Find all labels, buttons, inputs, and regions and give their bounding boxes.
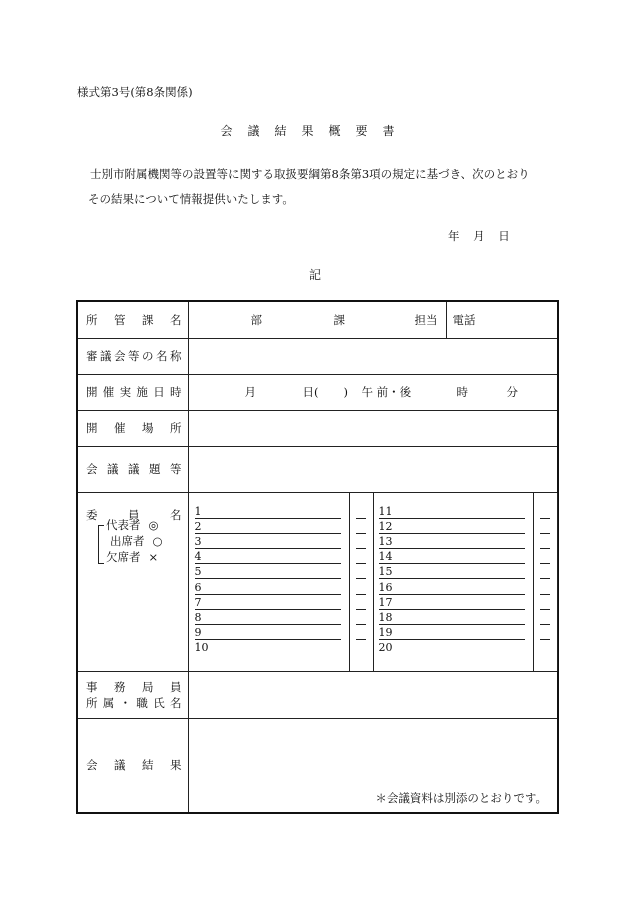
member-name-line — [195, 578, 341, 579]
member-number: 12 — [378, 519, 393, 533]
member-number: 16 — [378, 580, 393, 594]
member-name-line — [379, 548, 525, 549]
member-name-line — [379, 563, 525, 564]
am-pm: 午 前・後 — [361, 385, 412, 399]
datetime-field[interactable] — [188, 374, 558, 410]
label-name-text: 審 議 会 等 の 名 称 — [86, 349, 182, 363]
legend-bracket — [98, 525, 99, 563]
label-topic-text: 会 議 議 題 等 — [86, 462, 182, 476]
summary-table — [76, 300, 559, 814]
member-name-line — [195, 594, 341, 595]
member-name-line — [379, 518, 525, 519]
attendee-mark: ○ — [152, 533, 163, 548]
label-staff — [77, 671, 188, 718]
member-number: 18 — [378, 610, 393, 624]
attendance-mark-line — [540, 578, 550, 579]
row-name — [77, 338, 558, 374]
row-members — [77, 492, 558, 671]
row-datetime — [77, 374, 558, 410]
member-number: 13 — [378, 534, 393, 548]
attendance-mark-line — [356, 518, 366, 519]
label-name — [77, 338, 188, 374]
dept-unit: 部 — [250, 312, 262, 327]
hour-unit: 時 — [456, 385, 468, 399]
legend-absentee: 欠席者 × — [106, 549, 159, 564]
members-divider — [349, 493, 350, 671]
attendance-mark-line — [540, 563, 550, 564]
legend-tick — [98, 563, 104, 564]
members-divider — [533, 493, 534, 671]
members-divider — [373, 493, 374, 671]
phone-label: 電話 — [452, 312, 476, 327]
member-name-line — [379, 594, 525, 595]
phone-divider — [446, 302, 447, 338]
label-topic — [77, 446, 188, 492]
ki-label: 記 — [309, 268, 322, 282]
member-name-line — [195, 624, 341, 625]
member-number: 6 — [194, 580, 202, 594]
member-name-line — [195, 518, 341, 519]
attendance-mark-line — [356, 594, 366, 595]
row-topic — [77, 446, 558, 492]
label-staff-line-2: 所 属 ・ 職 氏 名 — [86, 695, 182, 710]
member-number: 7 — [194, 595, 202, 609]
attendance-mark-line — [356, 578, 366, 579]
attendance-mark-line — [540, 609, 550, 610]
member-name-line — [195, 639, 341, 640]
month-unit: 月 — [244, 385, 256, 399]
jurisdiction-field[interactable] — [188, 301, 558, 338]
date-line: 年 月 日 — [448, 229, 510, 243]
attendance-mark-line — [540, 639, 550, 640]
section-unit: 課 — [333, 312, 345, 327]
label-members-text: 委 員 名 — [86, 507, 182, 522]
staff-field[interactable] — [188, 671, 558, 718]
member-name-line — [195, 609, 341, 610]
member-number: 15 — [378, 565, 393, 579]
attendance-mark-line — [540, 624, 550, 625]
label-members — [77, 492, 188, 671]
body-text-line-1: 士別市附属機関等の設置等に関する取扱要綱第8条第3項の規定に基づき、次のとおり — [90, 167, 530, 181]
label-place — [77, 410, 188, 446]
person-unit: 担当 — [414, 312, 438, 327]
member-number: 9 — [194, 626, 202, 640]
label-datetime-text: 開 催 実 施 日 時 — [86, 385, 182, 399]
legend-attendee: 出席者 ○ — [110, 533, 163, 548]
absentee-mark: × — [148, 549, 159, 564]
label-place-text: 開 催 場 所 — [86, 421, 182, 435]
attendance-mark-line — [356, 624, 366, 625]
label-jurisdiction — [77, 301, 188, 338]
row-result — [77, 718, 558, 813]
attendance-mark-line — [356, 533, 366, 534]
result-field[interactable] — [188, 718, 558, 813]
legend-tick — [98, 525, 104, 526]
member-name-line — [379, 624, 525, 625]
member-name-line — [195, 533, 341, 534]
minute-unit: 分 — [506, 385, 518, 399]
member-number: 1 — [194, 504, 202, 518]
attachment-note: ＊会議資料は別添のとおりです。 — [375, 791, 547, 805]
form-number: 様式第3号(第8条関係) — [77, 85, 193, 99]
member-name-line — [379, 609, 525, 610]
members-divider — [557, 493, 558, 671]
name-field[interactable] — [188, 338, 558, 374]
member-name-line — [195, 563, 341, 564]
representative-mark: ◎ — [148, 517, 159, 532]
row-jurisdiction — [77, 301, 558, 338]
attendance-mark-line — [540, 518, 550, 519]
member-number: 17 — [378, 595, 393, 609]
attendance-mark-line — [540, 533, 550, 534]
attendance-mark-line — [356, 639, 366, 640]
document-title: 会議結果概要書 — [220, 124, 410, 138]
member-name-line — [379, 578, 525, 579]
topic-field[interactable] — [188, 446, 558, 492]
paren-close: ) — [343, 385, 348, 399]
label-staff-line-1: 事 務 局 員 — [86, 679, 182, 694]
member-number: 20 — [378, 641, 393, 655]
member-name-line — [379, 639, 525, 640]
body-text-line-2: その結果について情報提供いたします。 — [88, 192, 294, 206]
label-datetime — [77, 374, 188, 410]
member-number: 5 — [194, 565, 202, 579]
member-number: 10 — [194, 641, 209, 655]
attendance-mark-line — [356, 548, 366, 549]
member-name-line — [379, 533, 525, 534]
label-jurisdiction-text: 所 管 課 名 — [86, 312, 182, 327]
member-number: 19 — [378, 626, 393, 640]
member-number: 14 — [378, 550, 393, 564]
member-number: 8 — [194, 610, 202, 624]
attendance-mark-line — [356, 609, 366, 610]
label-result — [77, 718, 188, 813]
legend-representative: 代表者 ◎ — [106, 517, 159, 532]
members-field[interactable] — [188, 492, 558, 671]
place-field[interactable] — [188, 410, 558, 446]
attendance-mark-line — [540, 548, 550, 549]
member-name-line — [195, 548, 341, 549]
member-number: 3 — [194, 534, 202, 548]
members-grid — [189, 493, 558, 671]
row-staff — [77, 671, 558, 718]
member-number: 11 — [378, 504, 393, 518]
day-unit: 日( — [302, 385, 319, 399]
attendance-mark-line — [540, 594, 550, 595]
member-number: 4 — [194, 550, 202, 564]
member-number: 2 — [194, 519, 202, 533]
row-place — [77, 410, 558, 446]
attendance-mark-line — [356, 563, 366, 564]
label-result-text: 会 議 結 果 — [86, 758, 182, 773]
